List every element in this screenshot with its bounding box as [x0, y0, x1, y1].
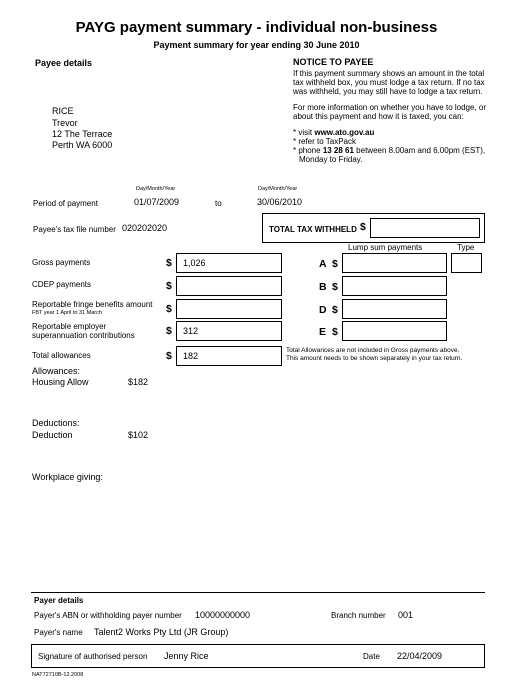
lump-sum-a-letter: A — [319, 258, 327, 270]
bullet-prefix: * visit — [293, 128, 315, 137]
notice-line: was withheld, you may still have to lodge a tax return. — [293, 87, 483, 96]
payee-given-name: Trevor — [52, 118, 78, 128]
period-label: Period of payment — [33, 199, 98, 208]
allowance-item-amount: $182 — [128, 377, 149, 387]
bullet-prefix: * phone — [293, 146, 323, 155]
notice-title: NOTICE TO PAYEE — [293, 57, 374, 67]
resc-label: superannuation contributions — [32, 331, 135, 340]
date-format-hint: Day/Month/Year — [258, 186, 298, 192]
payee-details-label: Payee details — [35, 58, 93, 68]
signature-date-value: 22/04/2009 — [397, 651, 443, 661]
period-to-value: 30/06/2010 — [257, 197, 303, 207]
notice-line: Monday to Friday. — [299, 155, 363, 164]
total-tax-withheld-field[interactable] — [370, 218, 480, 238]
lump-sum-a-field[interactable] — [342, 253, 447, 273]
rfba-field[interactable] — [176, 299, 282, 319]
branch-number-value: 001 — [398, 610, 414, 620]
payee-address-line1: 12 The Terrace — [52, 129, 113, 139]
rfba-sublabel: FBT year 1 April to 31 March — [32, 310, 102, 316]
payee-address-line2: Perth WA 6000 — [52, 140, 113, 150]
payee-surname: RICE — [52, 106, 74, 116]
dollar-sign: $ — [166, 280, 172, 292]
notice-line: tax withheld box, you must lodge a tax return. If no tax — [293, 78, 485, 87]
form-title: PAYG payment summary - individual non-business — [75, 19, 438, 36]
dollar-sign: $ — [166, 257, 172, 269]
period-from-value: 01/07/2009 — [134, 197, 180, 207]
notice-bullet-website — [293, 128, 374, 137]
signature-value: Jenny Rice — [164, 651, 209, 661]
allowances-heading: Allowances: — [32, 366, 81, 376]
dollar-sign: $ — [332, 304, 338, 316]
notice-line: about this payment and how it is taxed, you can: — [293, 112, 464, 121]
rfba-label: Reportable fringe benefits amount — [32, 300, 153, 309]
workplace-giving-label: Workplace giving: — [32, 472, 103, 482]
lump-sum-d-field[interactable] — [342, 299, 447, 319]
lump-sum-a-type-field[interactable] — [451, 253, 482, 273]
deduction-item-amount: $102 — [128, 430, 149, 440]
dollar-sign: $ — [332, 258, 338, 270]
notice-line: If this payment summary shows an amount in the total — [293, 69, 485, 78]
gross-payments-label: Gross payments — [32, 258, 91, 267]
tfn-value: 020202020 — [122, 223, 168, 233]
allowance-note: This amount needs to be shown separately in your tax return. — [286, 355, 463, 362]
resc-label: Reportable employer — [32, 322, 107, 331]
allowance-item-name: Housing Allow — [32, 377, 89, 387]
cdep-payments-label: CDEP payments — [32, 280, 91, 289]
form-code: NAT72710B-12.2008 — [32, 672, 84, 678]
total-allowances-field[interactable]: 182 — [176, 346, 282, 366]
dollar-sign: $ — [332, 281, 338, 293]
dollar-sign: $ — [166, 325, 172, 337]
dollar-sign: $ — [332, 326, 338, 338]
notice-bullet-phone — [293, 146, 485, 155]
resc-field[interactable]: 312 — [176, 321, 282, 341]
payer-abn-label: Payer's ABN or withholding payer number — [34, 611, 182, 620]
deduction-item-name: Deduction — [32, 430, 73, 440]
dollar-sign: $ — [360, 221, 366, 233]
deductions-heading: Deductions: — [32, 418, 80, 428]
ato-website-link[interactable]: www.ato.gov.au — [314, 128, 375, 137]
form-subtitle: Payment summary for year ending 30 June 2010 — [153, 40, 360, 50]
payer-name-value: Talent2 Works Pty Ltd (JR Group) — [94, 627, 229, 637]
phone-number: 13 28 61 — [322, 146, 354, 155]
notice-bullet-taxpack: * refer to TaxPack — [293, 137, 356, 146]
signature-date-label: Date — [363, 652, 380, 661]
total-tax-withheld-label: TOTAL TAX WITHHELD — [269, 225, 357, 234]
lump-sum-e-letter: E — [319, 326, 327, 338]
notice-line: For more information on whether you have to lodge, or — [293, 103, 486, 112]
bullet-suffix: between 8.00am and 6.00pm (EST), — [353, 146, 486, 155]
period-to-label: to — [215, 199, 222, 208]
lump-sum-b-field[interactable] — [342, 276, 447, 296]
lump-sum-d-letter: D — [319, 304, 327, 316]
lump-sum-e-field[interactable] — [342, 321, 447, 341]
lump-sum-b-letter: B — [319, 281, 327, 293]
tfn-label: Payee's tax file number — [33, 225, 116, 234]
branch-number-label: Branch number — [331, 611, 386, 620]
cdep-payments-field[interactable] — [176, 276, 282, 296]
gross-payments-field[interactable]: 1,026 — [176, 253, 282, 273]
payer-details-heading: Payer details — [34, 596, 84, 605]
dollar-sign: $ — [166, 303, 172, 315]
payer-section-divider — [31, 592, 485, 593]
lump-sum-type-header: Type — [457, 243, 475, 252]
dollar-sign: $ — [166, 350, 172, 362]
payer-name-label: Payer's name — [34, 628, 83, 637]
lump-sum-header: Lump sum payments — [348, 243, 423, 252]
payer-abn-value: 10000000000 — [195, 610, 251, 620]
signature-label: Signature of authorised person — [38, 652, 148, 661]
date-format-hint: Day/Month/Year — [136, 186, 176, 192]
total-allowances-label: Total allowances — [32, 351, 91, 360]
allowance-note: Total Allowances are not included in Gross payments above. — [286, 347, 460, 354]
